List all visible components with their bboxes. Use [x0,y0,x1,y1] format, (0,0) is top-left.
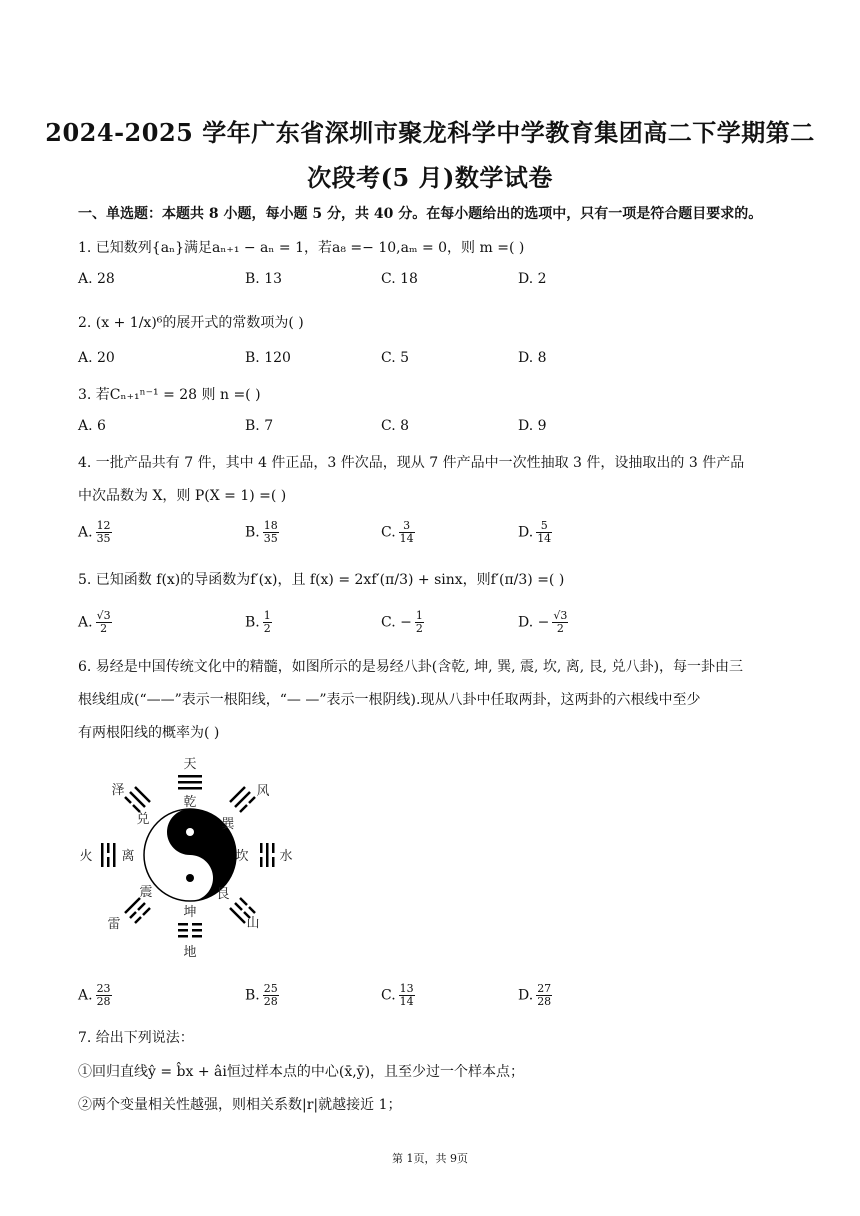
q6-option-c [381,983,415,1008]
q5-option-d [518,610,568,635]
q5-option-a [78,610,112,635]
option-label: B. [245,987,260,1004]
label-shan: 山 [246,916,260,931]
q7-statement-1: ①回归直线ŷ = b̂x + âi恒过样本点的中心(x̄,ȳ)，且至少过一个样本点； [78,1064,525,1080]
q7-stem-line1: 7. 给出下列说法： [78,1030,194,1046]
trigram-kun [178,923,202,938]
q4-stem-line1: 4. 一批产品共有 7 件，其中 4 件正品，3 件次品，现从 7 件产品中一次性抽取 3 件，设抽取出的 3 件产品 [78,455,745,471]
page-title-line2: 次段考(5 月)数学试卷 [307,163,553,192]
section-heading: 一、单选题：本题共 8 小题，每小题 5 分，共 40 分。在每小题给出的选项中，只有一项是符合题目要求的。 [78,206,763,222]
label-di: 地 [183,945,197,960]
option-label: A. [78,614,93,631]
q2-option-a: A. 20 [78,350,115,366]
label-dui: 兑 [136,812,150,827]
option-label: B. [245,524,260,541]
label-xun: 巽 [221,817,235,832]
label-gen: 艮 [216,887,230,902]
label-feng: 风 [256,784,270,799]
q4-option-a [78,520,112,545]
fraction: $\frac{12}{35}$ [96,519,111,545]
label-kun: 坤 [183,905,197,920]
label-li: 离 [121,849,135,864]
q4-option-d [518,520,552,545]
label-zhen: 震 [139,885,153,900]
q6-option-b [245,983,279,1008]
fraction: $\frac{1}{2}$ [263,609,271,635]
fraction: $\frac{5}{14}$ [537,519,552,545]
label-qian: 乾 [183,795,197,810]
option-label: D. − [518,614,550,631]
q4-option-c [381,520,415,545]
q2-option-b: B. 120 [245,350,291,366]
option-label: B. [245,614,260,631]
q1-option-d: D. 2 [518,271,547,287]
fraction: $\frac{13}{14}$ [399,982,414,1008]
q6-option-d [518,983,552,1008]
q1-option-b: B. 13 [245,271,283,287]
q1-stem: 1. 已知数列{aₙ}满足aₙ₊₁ − aₙ = 1，若a₈ =− 10,aₘ = 0，则 m =( ) [78,240,525,256]
label-kan: 坎 [235,849,249,864]
option-label: D. [518,987,534,1004]
fraction: $\frac{23}{28}$ [96,982,111,1008]
q4-stem-line2: 中次品数为 X，则 P(X = 1) =( ) [78,488,287,504]
q4-option-b [245,520,279,545]
q3-stem: 3. 若Cₙ₊₁ⁿ⁻¹ = 28 则 n =( ) [78,387,261,403]
q6-stem-line2: 根线组成(“——”表示一根阳线，“— —”表示一根阴线).现从八卦中任取两卦，这两卦的六根线中至少 [78,692,701,708]
fraction: $\frac{√3}{2}$ [553,609,568,635]
option-label: C. − [381,614,412,631]
fraction: $\frac{18}{35}$ [263,519,278,545]
q6-stem-line1: 6. 易经是中国传统文化中的精髓，如图所示的是易经八卦(含乾, 坤, 巽, 震, 坎, 离, 艮, 兑八卦)，每一卦由三 [78,659,744,675]
q6-stem-line3: 有两根阳线的概率为( ) [78,725,220,741]
label-shui: 水 [279,849,293,864]
q6-option-a [78,983,112,1008]
q5-option-b [245,610,272,635]
fraction: $\frac{25}{28}$ [263,982,278,1008]
fraction: $\frac{27}{28}$ [537,982,552,1008]
trigram-kan [260,843,275,867]
fraction: $\frac{3}{14}$ [399,519,414,545]
label-lei: 雷 [107,917,121,932]
bagua-diagram [70,750,310,965]
trigram-dui [125,787,150,812]
option-label: C. [381,524,396,541]
page-footer: 第 1页，共 9页 [392,1152,468,1165]
label-tian: 天 [183,757,197,772]
q5-stem: 5. 已知函数 f(x)的导函数为f′(x)，且 f(x) = 2xf′(π/3) + sinx，则f′(π/3) =( ) [78,572,565,588]
trigram-xun [230,787,255,812]
trigram-li [101,843,116,867]
fraction: $\frac{√3}{2}$ [96,609,111,635]
q3-option-d: D. 9 [518,418,547,434]
option-label: A. [78,524,93,541]
option-label: A. [78,987,93,1004]
q3-option-c: C. 8 [381,418,410,434]
q1-option-a: A. 28 [78,271,115,287]
q3-option-b: B. 7 [245,418,274,434]
q5-option-c [381,610,424,635]
trigram-qian [178,775,202,790]
q1-option-c: C. 18 [381,271,418,287]
trigram-zhen [125,898,150,923]
q2-option-c: C. 5 [381,350,410,366]
q2-option-d: D. 8 [518,350,547,366]
q3-option-a: A. 6 [78,418,106,434]
option-label: D. [518,524,534,541]
label-huo: 火 [79,849,93,864]
fraction: $\frac{1}{2}$ [415,609,423,635]
option-label: C. [381,987,396,1004]
q7-statement-2: ②两个变量相关性越强，则相关系数|r|就越接近 1； [78,1097,402,1113]
page-title-line1: 2024-2025 学年广东省深圳市聚龙科学中学教育集团高二下学期第二 [45,118,815,147]
label-ze: 泽 [111,783,125,798]
q2-stem: 2. (x + 1/x)⁶的展开式的常数项为( ) [78,315,304,331]
